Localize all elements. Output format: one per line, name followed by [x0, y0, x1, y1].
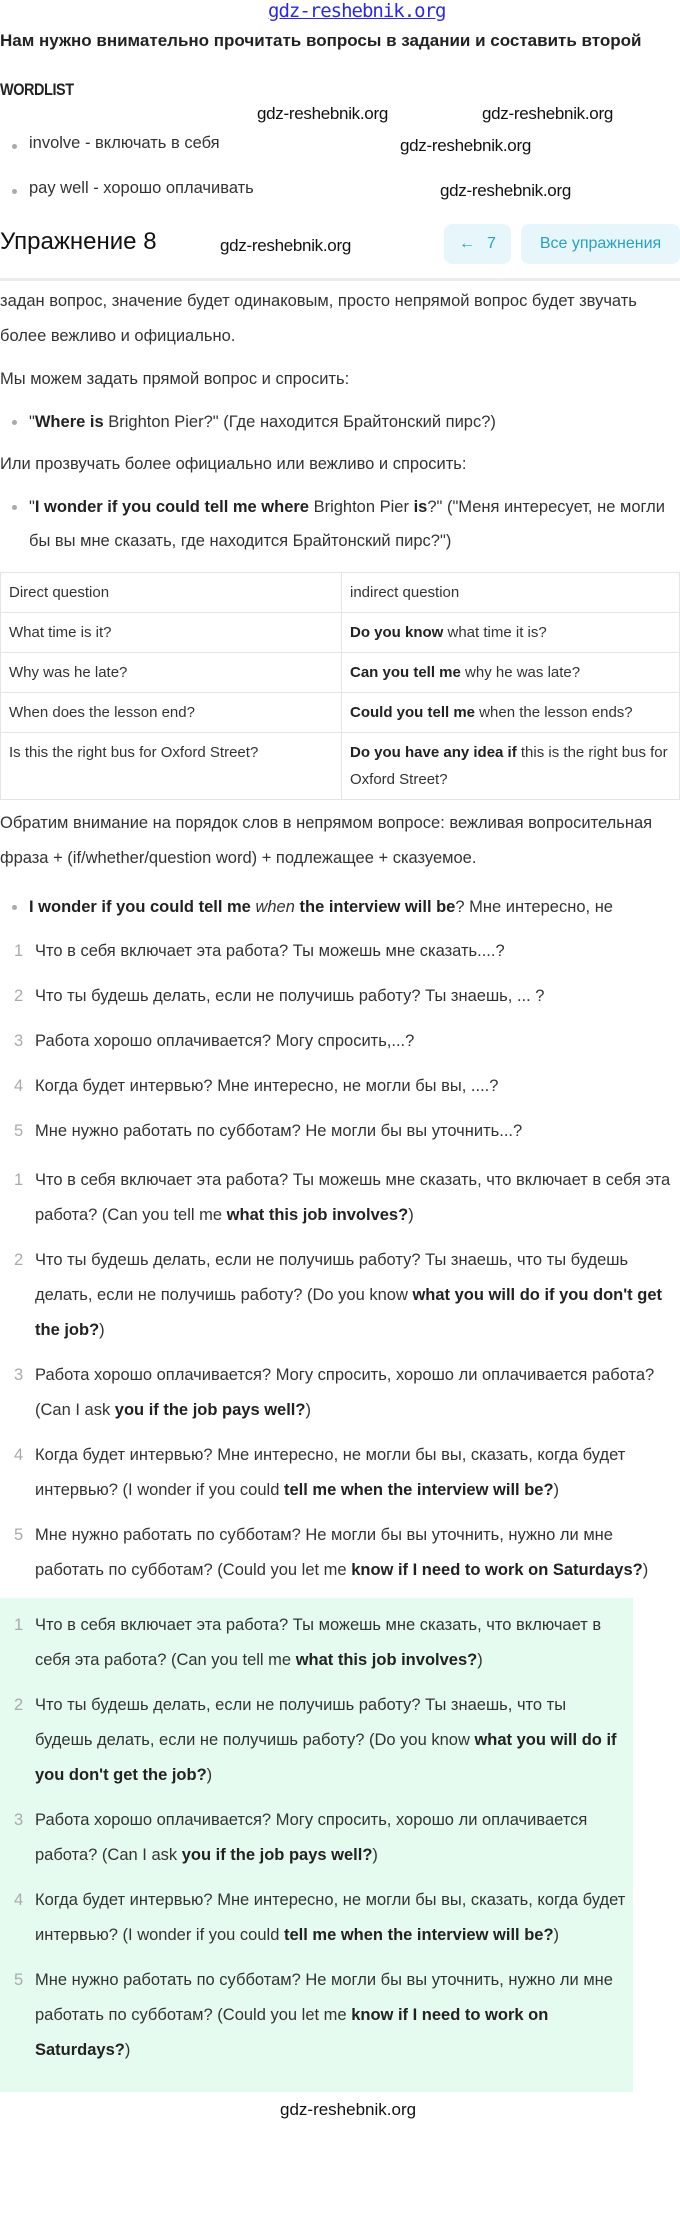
watermark: gdz-reshebnik.org — [257, 104, 388, 123]
table-header-row — [1, 573, 680, 613]
watermark: gdz-reshebnik.org — [220, 236, 351, 255]
intro-paragraph: Или прозвучать более официально или вежливо и спросить: — [0, 455, 467, 473]
list-item: 4 Когда будет интервью? Мне интересно, не могли бы вы, сказать, когда будет интервью? (I wonder if you could tell me when the interview will be?) — [14, 1891, 626, 1944]
divider — [0, 278, 680, 281]
example-text: "I wonder if you could tell me where Brighton Pier is?" ("Меня интересует, не могли бы вы мне сказать, где находится Брайтонский пирс?") — [29, 498, 665, 550]
list-item: 5 Мне нужно работать по субботам? Не могли бы вы уточнить, нужно ли мне работать по субботам? (Could you let me know if I need to work on Saturdays?) — [14, 1971, 613, 2059]
prev-exercise-label: 7 — [487, 235, 496, 252]
direct-cell: When does the lesson end? — [1, 693, 342, 733]
list-item: 5 Мне нужно работать по субботам? Не могли бы вы уточнить...? — [14, 1122, 523, 1140]
header-cell: Direct question — [1, 573, 342, 613]
questions-table — [0, 572, 680, 800]
prev-exercise-button[interactable] — [444, 224, 511, 264]
list-item: 3 Работа хорошо оплачивается? Могу спросить, хорошо ли оплачивается работа? (Can I ask you if the job pays well?) — [14, 1366, 655, 1419]
answer-list — [0, 1163, 680, 1588]
wordlist-item-text: involve - включать в себя — [29, 134, 220, 152]
example-bullet — [0, 890, 680, 924]
all-exercises-button[interactable] — [521, 224, 680, 264]
arrow-left-icon: ← — [459, 235, 476, 252]
intro-paragraph: Мы можем задать прямой вопрос и спросить: — [0, 370, 350, 388]
wordlist-item — [0, 134, 220, 153]
site-link[interactable]: gdz-reshebnik.org — [268, 0, 446, 22]
exercise-title: Упражнение 8 — [0, 228, 157, 255]
list-item: 2 Что ты будешь делать, если не получишь работу? Ты знаешь, что ты будешь делать, если не получишь работу? (Do you know what you will do if you don't get the job?) — [14, 1696, 617, 1784]
indirect-cell: Can you tell me why he was late? — [342, 653, 680, 693]
list-item: 1 Что в себя включает эта работа? Ты можешь мне сказать, что включает в себя эта работа? (Can you tell me what this job involves?) — [14, 1616, 602, 1669]
wordlist-item — [0, 179, 254, 198]
answer-highlight-box — [0, 1598, 633, 2092]
list-item: 2 Что ты будешь делать, если не получишь работу? Ты знаешь, что ты будешь делать, если не получишь работу? (Do you know what you will do if you don't get the job?) — [14, 1251, 663, 1339]
intro-paragraph: задан вопрос, значение будет одинаковым, просто непрямой вопрос будет звучать более вежливо и официально. — [0, 292, 637, 345]
example-bullet — [0, 490, 680, 558]
list-item: 4 Когда будет интервью? Мне интересно, не могли бы вы, сказать, когда будет интервью? (I wonder if you could tell me when the interview will be?) — [14, 1446, 626, 1499]
header-cell: indirect question — [342, 573, 680, 613]
content — [0, 284, 680, 2120]
watermark: gdz-reshebnik.org — [482, 104, 613, 123]
watermark: gdz-reshebnik.org — [440, 181, 571, 200]
indirect-cell: Do you know what time it is? — [342, 613, 680, 653]
note-paragraph: Обратим внимание на порядок слов в непрямом вопросе: вежливая вопросительная фраза + (if/whether/question word) + подлежащее + сказуемое. — [0, 814, 653, 867]
table-row — [1, 733, 680, 800]
list-item: 3 Работа хорошо оплачивается? Могу спросить, хорошо ли оплачивается работа? (Can I ask you if the job pays well?) — [14, 1811, 588, 1864]
list-item: 3 Работа хорошо оплачивается? Могу спросить,...? — [14, 1032, 415, 1050]
all-exercises-label: Все упражнения — [539, 235, 662, 252]
watermark: gdz-reshebnik.org — [400, 136, 531, 155]
wordlist-item-text: pay well - хорошо оплачивать — [29, 179, 254, 197]
indirect-cell: Could you tell me when the lesson ends? — [342, 693, 680, 733]
list-item: 1 Что в себя включает эта работа? Ты можешь мне сказать....? — [14, 942, 505, 960]
watermark: gdz-reshebnik.org — [280, 2100, 417, 2119]
direct-cell: What time is it? — [1, 613, 342, 653]
table-row — [1, 613, 680, 653]
wordlist-title: WORDLIST — [0, 80, 74, 99]
indirect-cell: Do you have any idea if this is the right bus for Oxford Street? — [342, 733, 680, 800]
direct-cell: Is this the right bus for Oxford Street? — [1, 733, 342, 800]
list-item: 2 Что ты будешь делать, если не получишь работу? Ты знаешь, ... ? — [14, 987, 545, 1005]
table-row — [1, 693, 680, 733]
list-item: 5 Мне нужно работать по субботам? Не могли бы вы уточнить, нужно ли мне работать по субботам? (Could you let me know if I need to work on Saturdays?) — [14, 1526, 649, 1579]
example-bullet — [0, 405, 680, 439]
task-list — [0, 934, 680, 1159]
direct-cell: Why was he late? — [1, 653, 342, 693]
example-text: "Where is Brighton Pier?" (Где находится Брайтонский пирс?) — [29, 413, 496, 431]
list-item: 4 Когда будет интервью? Мне интересно, не могли бы вы, ....? — [14, 1077, 499, 1095]
list-item: 1 Что в себя включает эта работа? Ты можешь мне сказать, что включает в себя эта работа? (Can you tell me what this job involves?) — [14, 1171, 671, 1224]
table-row — [1, 653, 680, 693]
lead-text: Нам нужно внимательно прочитать вопросы в задании и составить второй — [0, 31, 642, 50]
example-text: I wonder if you could tell me when the interview will be? Мне интересно, не — [29, 898, 613, 916]
